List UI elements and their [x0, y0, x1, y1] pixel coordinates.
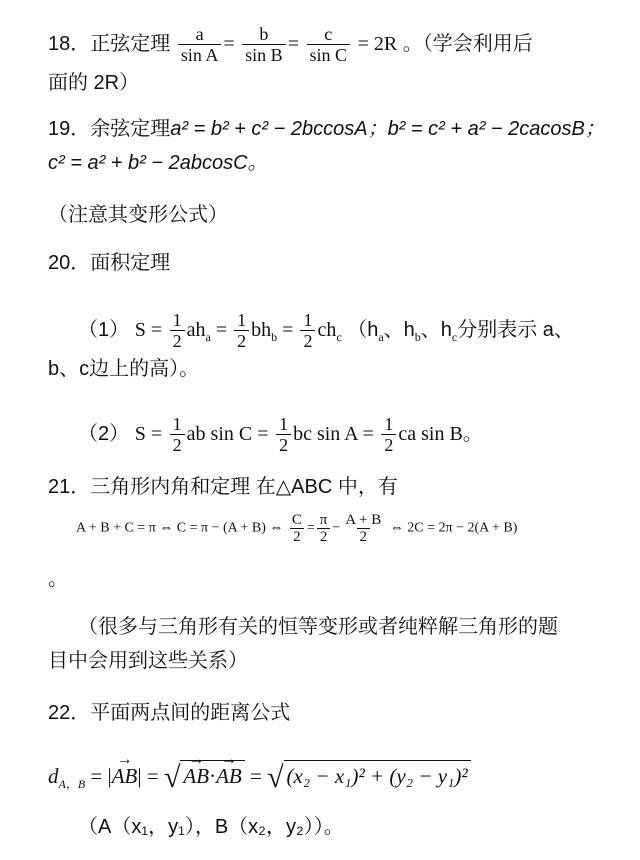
frac-num: C — [291, 512, 302, 528]
item-18-line1: 18．正弦定理 $\frac{a}{\text{sin A}}$ = $\frac{b}{\text{sin B}}$ = $\frac{c}{\text{sin C}}$ = 2R 。（学会利用后 — [48, 24, 533, 65]
p1-note: 分别表示 a、 — [457, 318, 574, 341]
p2-index: （2） — [78, 422, 130, 445]
term: ch — [317, 318, 337, 341]
p2-end: 。 — [462, 422, 483, 445]
vector-ab: → AB — [216, 763, 242, 789]
term: bh — [251, 318, 272, 341]
frac-den: 2 — [317, 528, 331, 545]
fraction-half — [170, 310, 185, 351]
p1-index: （1） — [78, 318, 130, 341]
item-19-line2: c² = a² + b² − 2abcosC。 — [48, 152, 268, 174]
item-20-label: 20．面积定理 — [48, 252, 171, 274]
subscript: a — [378, 329, 384, 344]
fraction-ab-2 — [342, 512, 384, 545]
sqrt-body: (x₂ − x₁)² + (y₂ − y₁)² — [284, 760, 471, 789]
frac-num: a — [195, 24, 204, 44]
frac-num: 1 — [172, 414, 182, 434]
item-19-note: （注意其变形公式） — [48, 204, 228, 226]
d-subscript: A，B — [58, 777, 86, 792]
fraction-b-sinB — [242, 24, 286, 65]
item-18-tail: = 2R — [357, 32, 398, 55]
fraction-a-sinA — [178, 24, 222, 65]
radical-icon: √ — [163, 761, 181, 794]
subscript: a — [205, 329, 211, 344]
frac-num: 1 — [237, 310, 247, 330]
abs-open: = | — [90, 764, 112, 788]
item-21-note-1: （很多与三角形有关的恒等变形或者纯粹解三角形的题 — [78, 616, 558, 638]
fraction-c-2 — [289, 512, 305, 545]
frac-den: sin A — [178, 44, 222, 65]
dot-product: · — [209, 764, 217, 788]
frac-den: 2 — [357, 528, 371, 545]
cosine-formula-1: a² = b² + c² − 2bccosA；b² = c² + a² − 2cacosB； — [170, 118, 605, 140]
vector-ab: → AB — [112, 763, 138, 789]
distance-formula — [48, 760, 471, 797]
frac-den: 2 — [381, 434, 396, 455]
frac-num: 1 — [279, 414, 289, 434]
p2-lead: S = — [134, 422, 163, 445]
frac-num: A + B — [345, 512, 382, 528]
frac-den: 2 — [234, 330, 249, 351]
subscript: b — [271, 329, 278, 344]
abs-close: | = — [137, 764, 159, 788]
fraction-half — [276, 414, 291, 455]
frac-num: 1 — [384, 414, 394, 434]
item-18-label: 18．正弦定理 — [48, 32, 171, 55]
frac-den: sin B — [242, 44, 286, 65]
frac-num: b — [259, 24, 269, 44]
fraction-half — [381, 414, 396, 455]
item-22-label: 22．平面两点间的距离公式 — [48, 702, 291, 724]
item-22-points: （A（x₁，y₁），B（x₂，y₂））。 — [78, 816, 344, 838]
p1-note: 、h — [383, 318, 415, 341]
fraction-half — [234, 310, 249, 351]
frac-den: 2 — [170, 434, 185, 455]
p1-note: 、h — [420, 318, 452, 341]
frac-den: 2 — [276, 434, 291, 455]
fraction-c-sinC — [307, 24, 351, 65]
fraction-half — [170, 414, 185, 455]
eq-part: A + B + C = π ⇔ C = π − (A + B) ⇔ — [76, 520, 284, 536]
item-20-p1-line2: b、c边上的高）。 — [48, 358, 200, 380]
fraction-half — [300, 310, 315, 351]
term: ab sin C = — [186, 422, 269, 445]
item-21-equation: A + B + C = π ⇔ C = π − (A + B) ⇔ $\frac{C}{2}$ = $\frac{\pi}{2}$ − $\frac{A + B}{2}$ ⇔ 2C = 2π − 2(A + B) — [76, 512, 518, 545]
item-20-p2 — [78, 414, 483, 455]
item-21-note-2: 目中会用到这些关系） — [48, 650, 248, 672]
frac-num: 1 — [172, 310, 182, 330]
subscript: c — [451, 329, 458, 344]
fraction-pi-2 — [317, 512, 331, 545]
radical-icon: √ — [267, 761, 284, 794]
frac-den: sin C — [307, 44, 351, 65]
d-symbol: d — [48, 764, 59, 788]
frac-num: 1 — [303, 310, 313, 330]
term: bc sin A = — [293, 422, 374, 445]
term: ca sin B — [398, 422, 463, 445]
item-19-label: 19．余弦定理 — [48, 118, 171, 140]
sqrt-body — [180, 760, 244, 789]
p1-note: （h — [347, 318, 379, 341]
frac-den: 2 — [300, 330, 315, 351]
subscript: b — [414, 329, 421, 344]
frac-den: 2 — [170, 330, 185, 351]
vector-ab: → AB — [183, 763, 209, 789]
eq-part: ⇔ 2C = 2π − 2(A + B) — [389, 520, 518, 536]
frac-den: 2 — [290, 528, 304, 545]
frac-num: c — [324, 24, 333, 44]
equals: = — [249, 764, 262, 788]
term: ah — [186, 318, 206, 341]
item-21-label: 21．三角形内角和定理 在△ABC 中，有 — [48, 476, 398, 498]
item-18-note: 。（学会利用后 — [402, 32, 533, 55]
item-18-line2: 面的 2R） — [48, 72, 140, 94]
item-20-p1: （1） S = $\frac{1}{2}$ $ah_a$ = $\frac{1}{2}$ $bh_b$ = $\frac{1}{2}$ $ch_c$ （$h_a$、$h_b$、$h_c$分别表示 a、 — [78, 310, 574, 351]
item-21-dot: 。 — [48, 568, 68, 590]
p1-lead: S = — [134, 318, 163, 341]
frac-num: π — [319, 512, 328, 528]
item-19-line1 — [48, 116, 605, 142]
subscript: c — [336, 329, 342, 344]
